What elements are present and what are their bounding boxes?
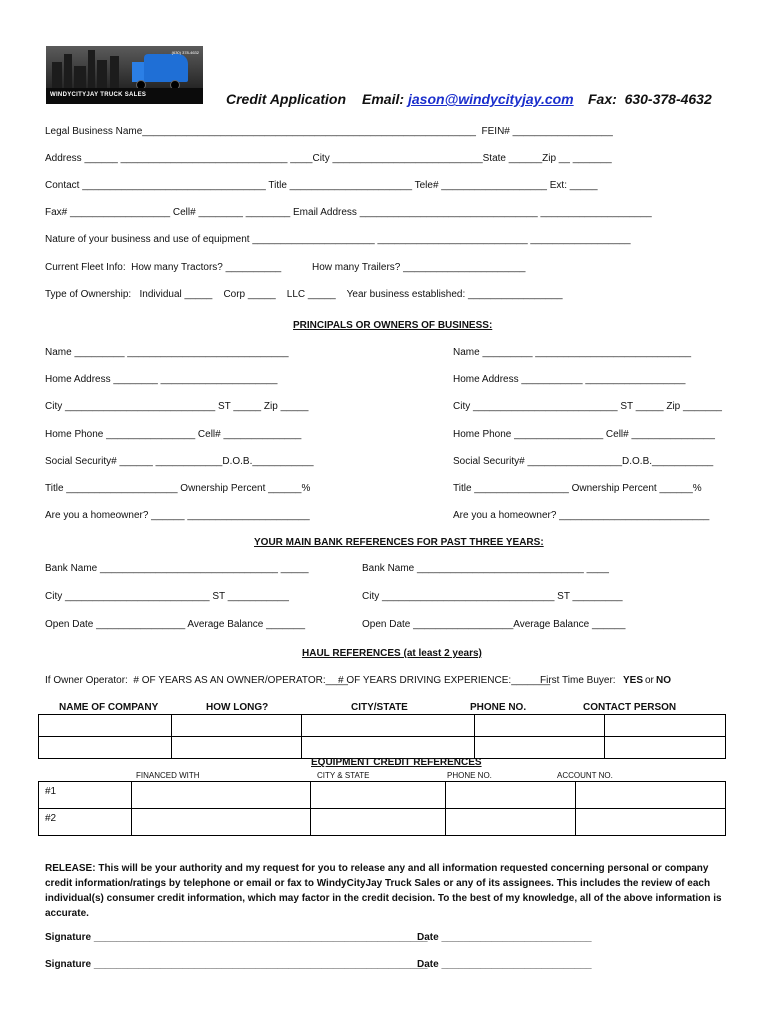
driving-years[interactable]: # OF YEARS DRIVING EXPERIENCE:_______: [338, 675, 551, 686]
first-time-buyer-label: First Time Buyer:: [540, 675, 616, 686]
col-equip-phone: PHONE NO.: [447, 771, 492, 780]
col-phone-no: PHONE NO.: [470, 702, 527, 713]
haul-cell[interactable]: [605, 715, 726, 737]
haul-cell[interactable]: [302, 715, 475, 737]
principal-field-right[interactable]: Title _________________ Ownership Percent ______%: [453, 483, 702, 494]
email-label: Email:: [362, 91, 405, 107]
date-line-1[interactable]: Date ___________________________: [417, 932, 592, 943]
form-title: Credit Application: [226, 91, 347, 107]
principal-field-right[interactable]: Social Security# _________________D.O.B.___________: [453, 455, 714, 467]
fax-number: Fax: 630-378-4632: [588, 91, 712, 107]
row-label-2: #2: [39, 809, 132, 836]
equip-cell[interactable]: [576, 782, 726, 809]
equip-cell[interactable]: [132, 782, 311, 809]
col-name-of-company: NAME OF COMPANY: [59, 702, 159, 713]
bank-field-right[interactable]: Bank Name ______________________________ ____: [362, 563, 609, 574]
principal-field-left[interactable]: Name _________ _____________________________: [45, 347, 289, 358]
principal-field-left[interactable]: Title ____________________ Ownership Percent ______%: [45, 483, 311, 494]
principal-field-right[interactable]: Are you a homeowner? ___________________________: [453, 510, 710, 522]
principal-field-left[interactable]: Home Phone ________________ Cell# ______________: [45, 428, 302, 440]
address-line[interactable]: Address ______ ______________________________ ____City ___________________________State ______Zip __ _______: [45, 153, 612, 164]
equipment-references-table: [38, 781, 726, 836]
tractors-line[interactable]: Current Fleet Info: How many Tractors? __________: [45, 262, 282, 273]
principal-field-right[interactable]: City __________________________ ST _____ Zip _______: [453, 401, 722, 413]
nature-line[interactable]: Nature of your business and use of equipment ______________________ ___________________________ __________________: [45, 234, 631, 245]
yes-option[interactable]: YES: [623, 675, 644, 686]
principals-title: PRINCIPALS OR OWNERS OF BUSINESS:: [293, 320, 493, 331]
principal-field-right[interactable]: Home Address ___________ __________________: [453, 374, 686, 386]
equip-cell[interactable]: [132, 809, 311, 836]
haul-cell[interactable]: [605, 737, 726, 759]
principal-field-left[interactable]: Are you a homeowner? ______ ______________________: [45, 510, 310, 522]
col-contact-person: CONTACT PERSON: [583, 702, 677, 713]
col-account-no: ACCOUNT NO.: [557, 771, 613, 780]
equip-cell[interactable]: [311, 809, 446, 836]
haul-title: HAUL REFERENCES (at least 2 years): [302, 648, 482, 659]
signature-line-2[interactable]: Signature ____________________________________________________________: [45, 959, 428, 970]
principal-field-right[interactable]: Name _________ ____________________________: [453, 347, 692, 358]
haul-references-table: [38, 714, 726, 759]
col-financed-with: FINANCED WITH: [136, 771, 200, 780]
bank-field-left[interactable]: Bank Name ________________________________ _____: [45, 563, 309, 574]
haul-cell[interactable]: [39, 715, 172, 737]
date-line-2[interactable]: Date ___________________________: [417, 959, 592, 970]
contact-line[interactable]: Contact _________________________________ Title ______________________ Tele# ___________________ Ext: _____: [45, 180, 598, 191]
email-link[interactable]: jason@windycityjay.com: [408, 91, 574, 107]
trailers-line[interactable]: How many Trailers? ______________________: [312, 262, 526, 273]
equip-cell[interactable]: [311, 782, 446, 809]
or-text: or: [645, 675, 654, 686]
haul-cell[interactable]: [39, 737, 172, 759]
bank-title: YOUR MAIN BANK REFERENCES FOR PAST THREE YEARS:: [254, 537, 544, 548]
principal-field-left[interactable]: Social Security# ______ ____________D.O.B.___________: [45, 455, 314, 467]
logo-text: WINDYCITYJAY TRUCK SALES: [50, 92, 147, 98]
equip-cell[interactable]: [446, 809, 576, 836]
bank-field-right[interactable]: Open Date __________________Average Balance ______: [362, 618, 626, 630]
owner-operator-years[interactable]: If Owner Operator: # OF YEARS AS AN OWNER/OPERATOR:____: [45, 675, 348, 686]
haul-cell[interactable]: [475, 715, 605, 737]
haul-cell[interactable]: [172, 737, 302, 759]
row-label-1: #1: [39, 782, 132, 809]
company-logo: [46, 46, 203, 104]
equip-cell[interactable]: [446, 782, 576, 809]
principal-field-right[interactable]: Home Phone ________________ Cell# _______________: [453, 428, 715, 440]
bank-field-left[interactable]: City __________________________ ST ___________: [45, 590, 289, 602]
principal-field-left[interactable]: Home Address ________ _____________________: [45, 374, 278, 386]
haul-cell[interactable]: [172, 715, 302, 737]
bank-field-left[interactable]: Open Date ________________ Average Balance _______: [45, 618, 306, 630]
release-paragraph: RELEASE: This will be your authority and my request for you to release any and all information requested concerning personal or company credit information/ratings by telephone or email or fax to WindyCityJay Truck Sales or any of its assignees. This includes the review of each individual(s) consumer credit information, which may factor in the credit decision. To the best of my knowledge, all of the above information is accurate.: [45, 863, 722, 919]
no-option[interactable]: NO: [656, 675, 671, 686]
ownership-line[interactable]: Type of Ownership: Individual _____ Corp _____ LLC _____ Year business established: _________________: [45, 289, 563, 300]
col-city-state: CITY/STATE: [351, 702, 408, 713]
logo-phone: (630) 378-4632: [171, 50, 199, 55]
col-how-long: HOW LONG?: [206, 702, 269, 713]
haul-cell[interactable]: [302, 737, 475, 759]
col-equip-city-state: CITY & STATE: [317, 771, 370, 780]
bank-field-right[interactable]: City _______________________________ ST _________: [362, 590, 623, 602]
equipment-title: EQUIPMENT CREDIT REFERENCES: [311, 757, 482, 768]
signature-line-1[interactable]: Signature ____________________________________________________________: [45, 932, 428, 943]
fax-line[interactable]: Fax# __________________ Cell# ________ ________ Email Address ________________________________ ____________________: [45, 207, 652, 218]
haul-cell[interactable]: [475, 737, 605, 759]
equip-cell[interactable]: [576, 809, 726, 836]
legal-name-line[interactable]: Legal Business Name____________________________________________________________ FEIN# __________________: [45, 126, 613, 137]
principal-field-left[interactable]: City ___________________________ ST _____ Zip _____: [45, 401, 309, 413]
